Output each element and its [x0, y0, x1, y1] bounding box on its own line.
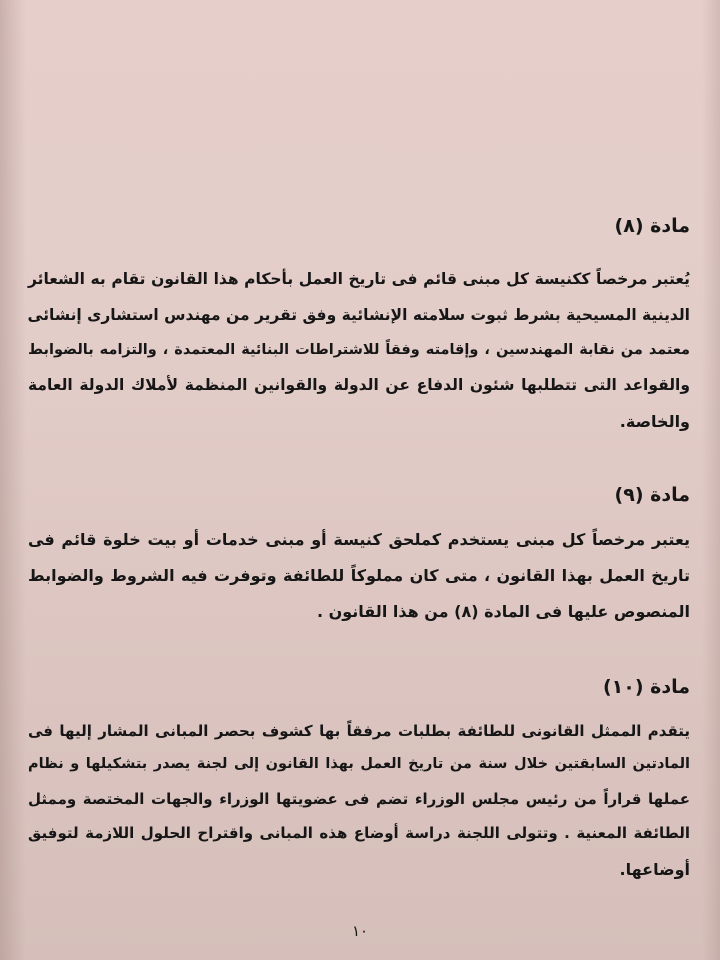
article-10-line: يتقدم الممثل القانونى للطائفة بطلبات مرفقاً بها كشوف بحصر المبانى المشار إليها فى: [28, 722, 690, 740]
article-8-line: يُعتبر مرخصاً ككنيسة كل مبنى قائم فى تاريخ العمل بأحكام هذا القانون تقام به الشعائر: [28, 270, 690, 288]
article-10-line: أوضاعها.: [619, 860, 690, 879]
article-10-line: عملها قراراً من رئيس مجلس الوزراء تضم فى عضويتها الوزراء والجهات المختصة وممثل: [28, 790, 690, 808]
article-10-heading: مادة (١٠): [602, 676, 690, 698]
article-9-line: تاريخ العمل بهذا القانون ، متى كان مملوكاً للطائفة وتوفرت فيه الشروط والضوابط: [28, 566, 690, 585]
article-8-line: والخاصة.: [619, 412, 690, 431]
article-8-line: والقواعد التى تتطلبها شئون الدفاع عن الدولة والقوانين المنظمة لأملاك الدولة العامة: [28, 376, 690, 394]
page-shadow-right: [702, 0, 720, 960]
article-9-heading: مادة (٩): [614, 484, 690, 506]
article-8-line: معتمد من نقابة المهندسين ، وإقامته وفقاً للاشتراطات البنائية المعتمدة ، والتزامه بالضوابط: [28, 342, 690, 358]
article-9-line: المنصوص عليها فى المادة (٨) من هذا القانون .: [316, 602, 690, 621]
article-8-heading: مادة (٨): [614, 215, 690, 237]
page-shadow-left: [0, 0, 26, 960]
article-8-line: الدينية المسيحية بشرط ثبوت سلامته الإنشائية وفق تقرير من مهندس استشارى إنشائى: [27, 306, 690, 324]
article-10-line: المادتين السابقتين خلال سنة من تاريخ العمل بهذا القانون إلى لجنة يصدر بتشكيلها و نظام: [28, 756, 690, 772]
page-number: ١٠: [351, 922, 369, 940]
article-10-line: الطائفة المعنية . وتتولى اللجنة دراسة أوضاع هذه المبانى واقتراح الحلول اللازمة لتوفيق: [28, 824, 690, 842]
article-9-line: يعتبر مرخصاً كل مبنى يستخدم كملحق كنيسة أو مبنى خدمات أو بيت خلوة قائم فى: [28, 530, 690, 549]
